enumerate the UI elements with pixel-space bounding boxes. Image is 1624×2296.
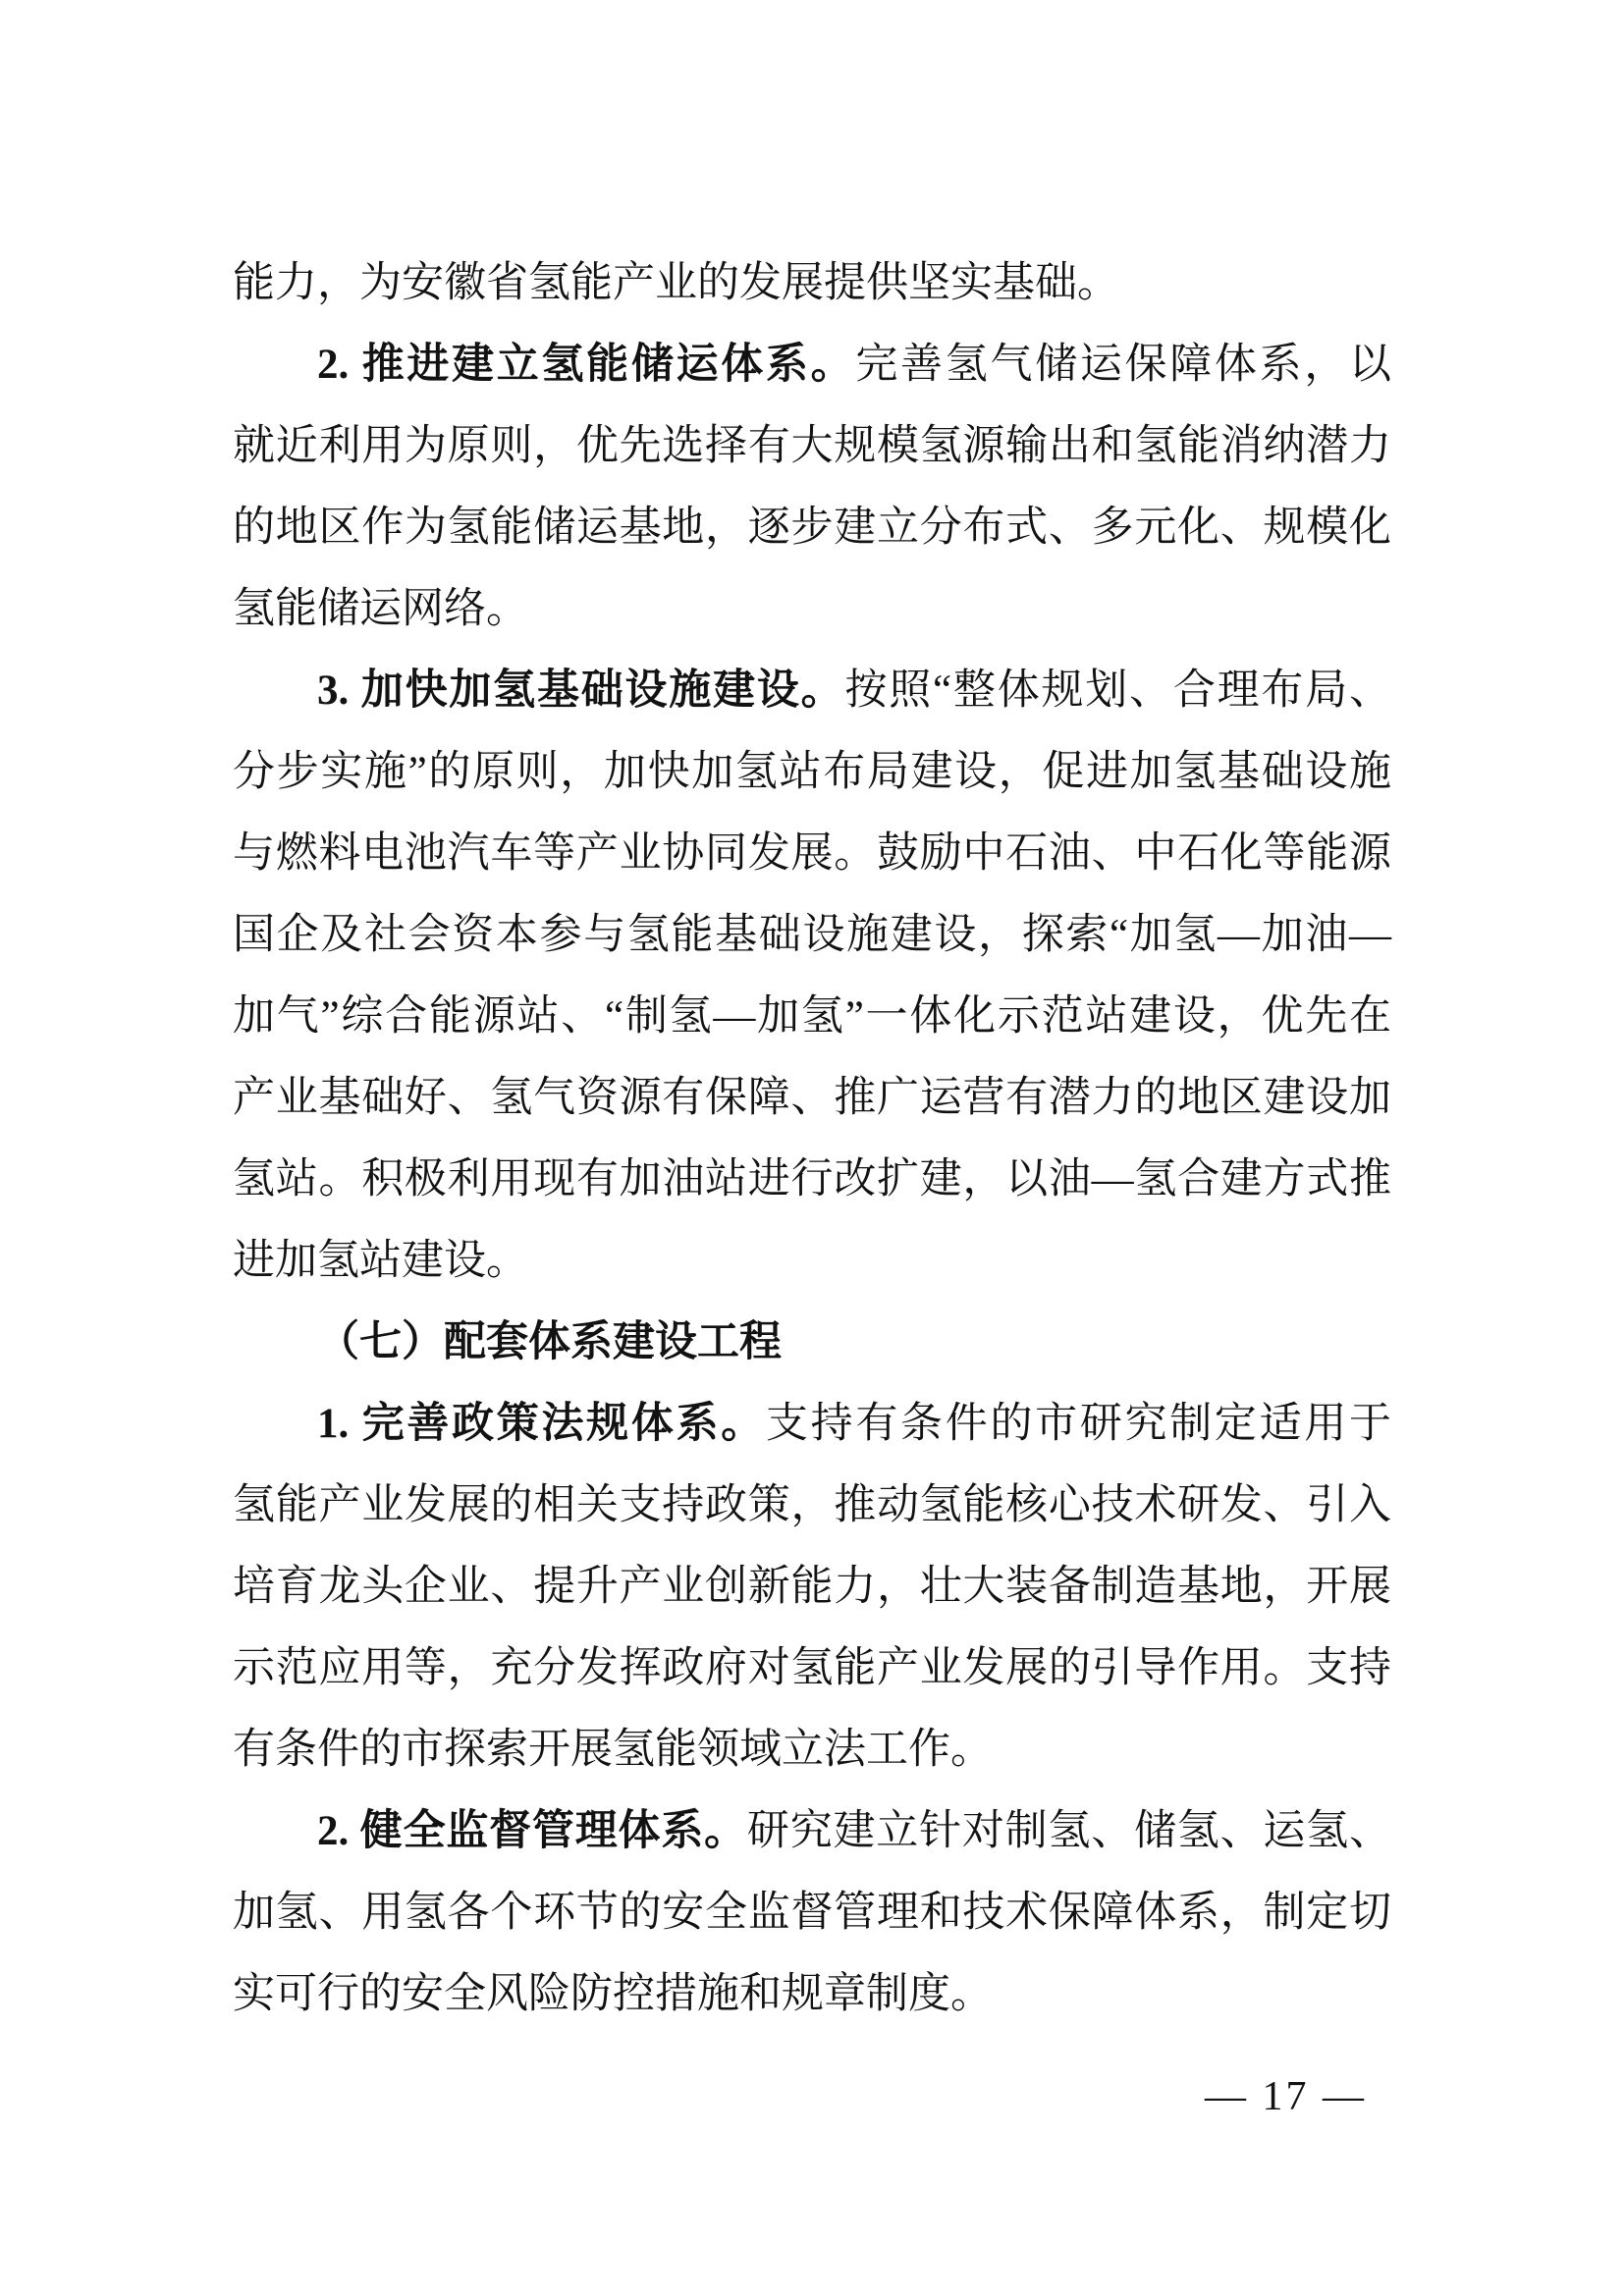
body-run: 研究建立针对制氢、储氢、运氢、	[746, 1808, 1392, 1854]
body-run: 培育龙头企业、提升产业创新能力，壮大装备制造基地，开展	[233, 1564, 1391, 1610]
text-line-heading	[233, 650, 1391, 731]
body-run: 氢站。积极利用现有加油站进行改扩建，以油—氢合建方式推	[233, 1156, 1391, 1202]
document-body	[233, 242, 1391, 2035]
text-line-heading	[233, 1790, 1391, 1872]
body-run: 示范应用等，充分发挥政府对氢能产业发展的引导作用。支持	[233, 1645, 1391, 1691]
body-run: 就近利用为原则，优先选择有大规模氢源输出和氢能消纳潜力	[233, 423, 1391, 469]
text-line	[233, 976, 1391, 1057]
body-run: 加氢、用氢各个环节的安全监督管理和技术保障体系，制定切	[233, 1890, 1391, 1936]
body-run: 产业基础好、氢气资源有保障、推广运营有潜力的地区建设加	[233, 1075, 1391, 1121]
body-run: 支持有条件的市研究制定适用于	[765, 1401, 1392, 1447]
text-line	[233, 405, 1391, 487]
body-run: 完善氢气储运保障体系，以	[855, 342, 1392, 388]
text-line	[233, 731, 1391, 813]
heading-run: 2. 健全监督管理体系。	[317, 1808, 747, 1854]
text-line	[233, 1057, 1391, 1139]
body-run: 加气”综合能源站、“制氢—加氢”一体化示范站建设，优先在	[233, 993, 1391, 1040]
text-line	[233, 1139, 1391, 1220]
body-run: 与燃料电池汽车等产业协同发展。鼓励中石油、中石化等能源	[233, 830, 1391, 877]
body-run: 实可行的安全风险防控措施和规章制度。	[233, 1971, 993, 2017]
text-line-heading	[233, 1302, 1391, 1383]
heading-run: （七）配套体系建设工程	[317, 1319, 782, 1365]
text-line	[233, 1872, 1391, 1953]
text-line-heading	[233, 324, 1391, 405]
heading-run: 3. 加快加氢基础设施建设。	[317, 667, 845, 714]
body-run: 分步实施”的原则，加快加氢站布局建设，促进加氢基础设施	[233, 749, 1391, 795]
text-line	[233, 813, 1391, 894]
text-line	[233, 487, 1391, 568]
text-line-heading	[233, 1383, 1391, 1465]
body-run: 能力，为安徽省氢能产业的发展提供坚实基础。	[233, 260, 1119, 306]
text-line	[233, 568, 1391, 650]
body-run: 氢能储运网络。	[233, 586, 528, 632]
text-line	[233, 242, 1391, 324]
body-run: 按照“整体规划、合理布局、	[844, 667, 1391, 714]
text-line	[233, 894, 1391, 976]
body-run: 氢能产业发展的相关支持政策，推动氢能核心技术研发、引入	[233, 1482, 1391, 1528]
text-line	[233, 1953, 1391, 2035]
text-line	[233, 1628, 1391, 1709]
text-line	[233, 1465, 1391, 1546]
body-run: 的地区作为氢能储运基地，逐步建立分布式、多元化、规模化	[233, 505, 1391, 551]
page-number: — 17 —	[1205, 2074, 1367, 2119]
text-line	[233, 1709, 1391, 1790]
body-run: 国企及社会资本参与氢能基础设施建设，探索“加氢—加油—	[233, 912, 1391, 958]
text-line	[233, 1220, 1391, 1302]
heading-run: 2. 推进建立氢能储运体系。	[317, 342, 856, 388]
body-run: 有条件的市探索开展氢能领域立法工作。	[233, 1727, 993, 1773]
heading-run: 1. 完善政策法规体系。	[317, 1401, 766, 1447]
body-run: 进加氢站建设。	[233, 1238, 528, 1284]
text-line	[233, 1546, 1391, 1628]
